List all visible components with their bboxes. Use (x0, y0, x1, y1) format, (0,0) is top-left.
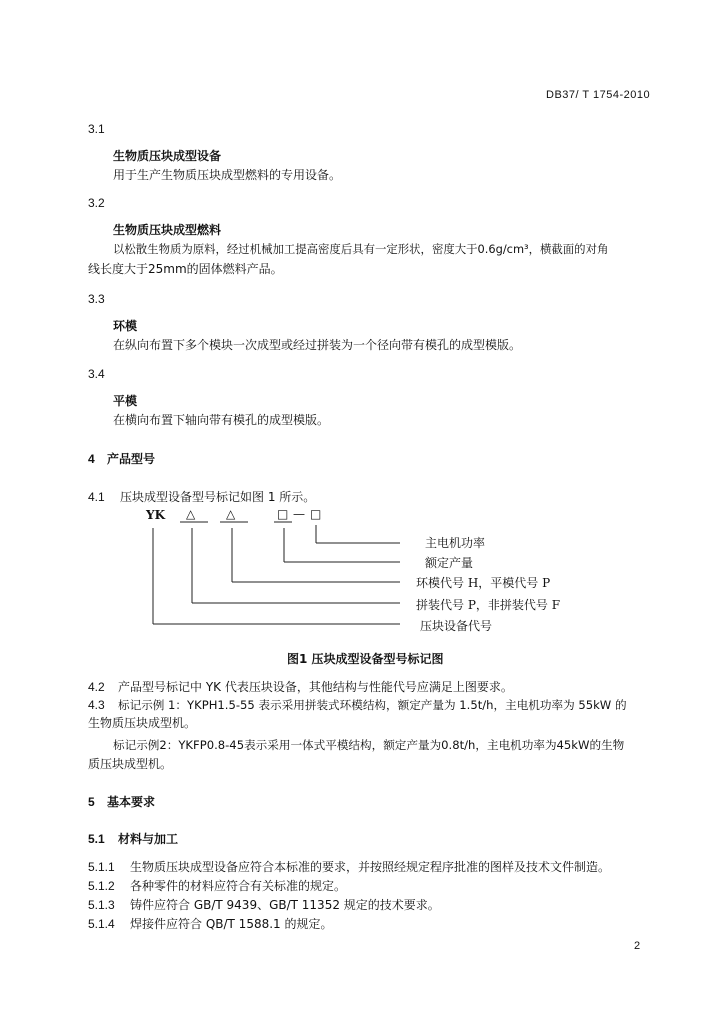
placeholder-box: □ (310, 507, 322, 521)
figure-label: 主电机功率 (425, 536, 486, 550)
clause-number: 5.1.1 (88, 860, 115, 874)
model-prefix: YK (146, 508, 165, 522)
section-number: 3.1 (88, 122, 105, 136)
clause-number: 5.1.2 (88, 879, 115, 893)
placeholder-box: □ (277, 507, 289, 521)
standard-code: DB37/ T 1754-2010 (546, 89, 651, 101)
term-definition: 以松散生物质为原料，经过机械加工提高密度后具有一定形状，密度大于0.6g/cm³，横截面的对角 (113, 242, 609, 256)
clause-number: 5.1.3 (88, 898, 115, 912)
figure-label: 压块设备代号 (420, 619, 493, 633)
term-heading: 生物质压块成型燃料 (113, 223, 222, 237)
section-number: 3.2 (88, 196, 105, 210)
clause-text: 生物质压块成型设备应符合本标准的要求，并按照经规定程序批准的图样及技术文件制造。 (130, 860, 611, 874)
section-number: 5 (88, 795, 95, 809)
figure-caption: 图1 压块成型设备型号标记图 (287, 652, 444, 666)
term-definition: 在横向布置下轴向带有模孔的成型模版。 (113, 413, 330, 427)
section-title: 基本要求 (107, 795, 156, 809)
section-number: 3.4 (88, 367, 105, 381)
figure-label: 环模代号 H，平模代号 P (416, 576, 551, 590)
term-definition: 在纵向布置下多个模块一次成型或经过拼装为一个径向带有模孔的成型模版。 (113, 338, 522, 352)
section-title: 产品型号 (107, 452, 156, 466)
clause-number: 4.2 (88, 680, 105, 694)
clause-text: 标记示例 1：YKPH1.5-55 表示采用拼装式环模结构，额定产量为 1.5t/h，主电机功率为 55kW 的 (118, 698, 627, 712)
clause-text: 产品型号标记中 YK 代表压块设备，其他结构与性能代号应满足上图要求。 (118, 680, 513, 694)
clause-number: 4.3 (88, 698, 105, 712)
term-heading: 生物质压块成型设备 (113, 149, 222, 163)
term-heading: 环模 (113, 319, 138, 333)
clause-text: 标记示例2：YKFP0.8-45表示采用一体式平模结构，额定产量为0.8t/h，主电机功率为45kW的生物 (113, 738, 625, 752)
clause-text-continued: 质压块成型机。 (88, 757, 173, 771)
section-number: 4 (88, 452, 95, 466)
clause-title: 材料与加工 (118, 832, 179, 846)
page-number: 2 (634, 940, 641, 952)
clause-text-continued: 生物质压块成型机。 (88, 716, 197, 730)
clause-number: 4.1 (88, 490, 105, 504)
term-definition: 用于生产生物质压块成型燃料的专用设备。 (113, 168, 342, 182)
clause-text: 压块成型设备型号标记如图 1 所示。 (120, 490, 316, 504)
placeholder-dash: — (293, 507, 305, 521)
clause-text: 各种零件的材料应符合有关标准的规定。 (130, 879, 347, 893)
clause-number: 5.1.4 (88, 917, 115, 931)
section-number: 3.3 (88, 292, 105, 306)
term-definition-continued: 线长度大于25mm的固体燃料产品。 (88, 262, 283, 276)
clause-text: 铸件应符合 GB/T 9439、GB/T 11352 规定的技术要求。 (130, 898, 440, 912)
figure-label: 额定产量 (425, 556, 474, 570)
figure-label: 拼装代号 P，非拼装代号 F (416, 598, 561, 612)
term-heading: 平模 (113, 394, 138, 408)
clause-number: 5.1 (88, 832, 105, 846)
clause-text: 焊接件应符合 QB/T 1588.1 的规定。 (130, 917, 333, 931)
placeholder-mark: △ (186, 507, 196, 521)
placeholder-mark: △ (226, 507, 236, 521)
